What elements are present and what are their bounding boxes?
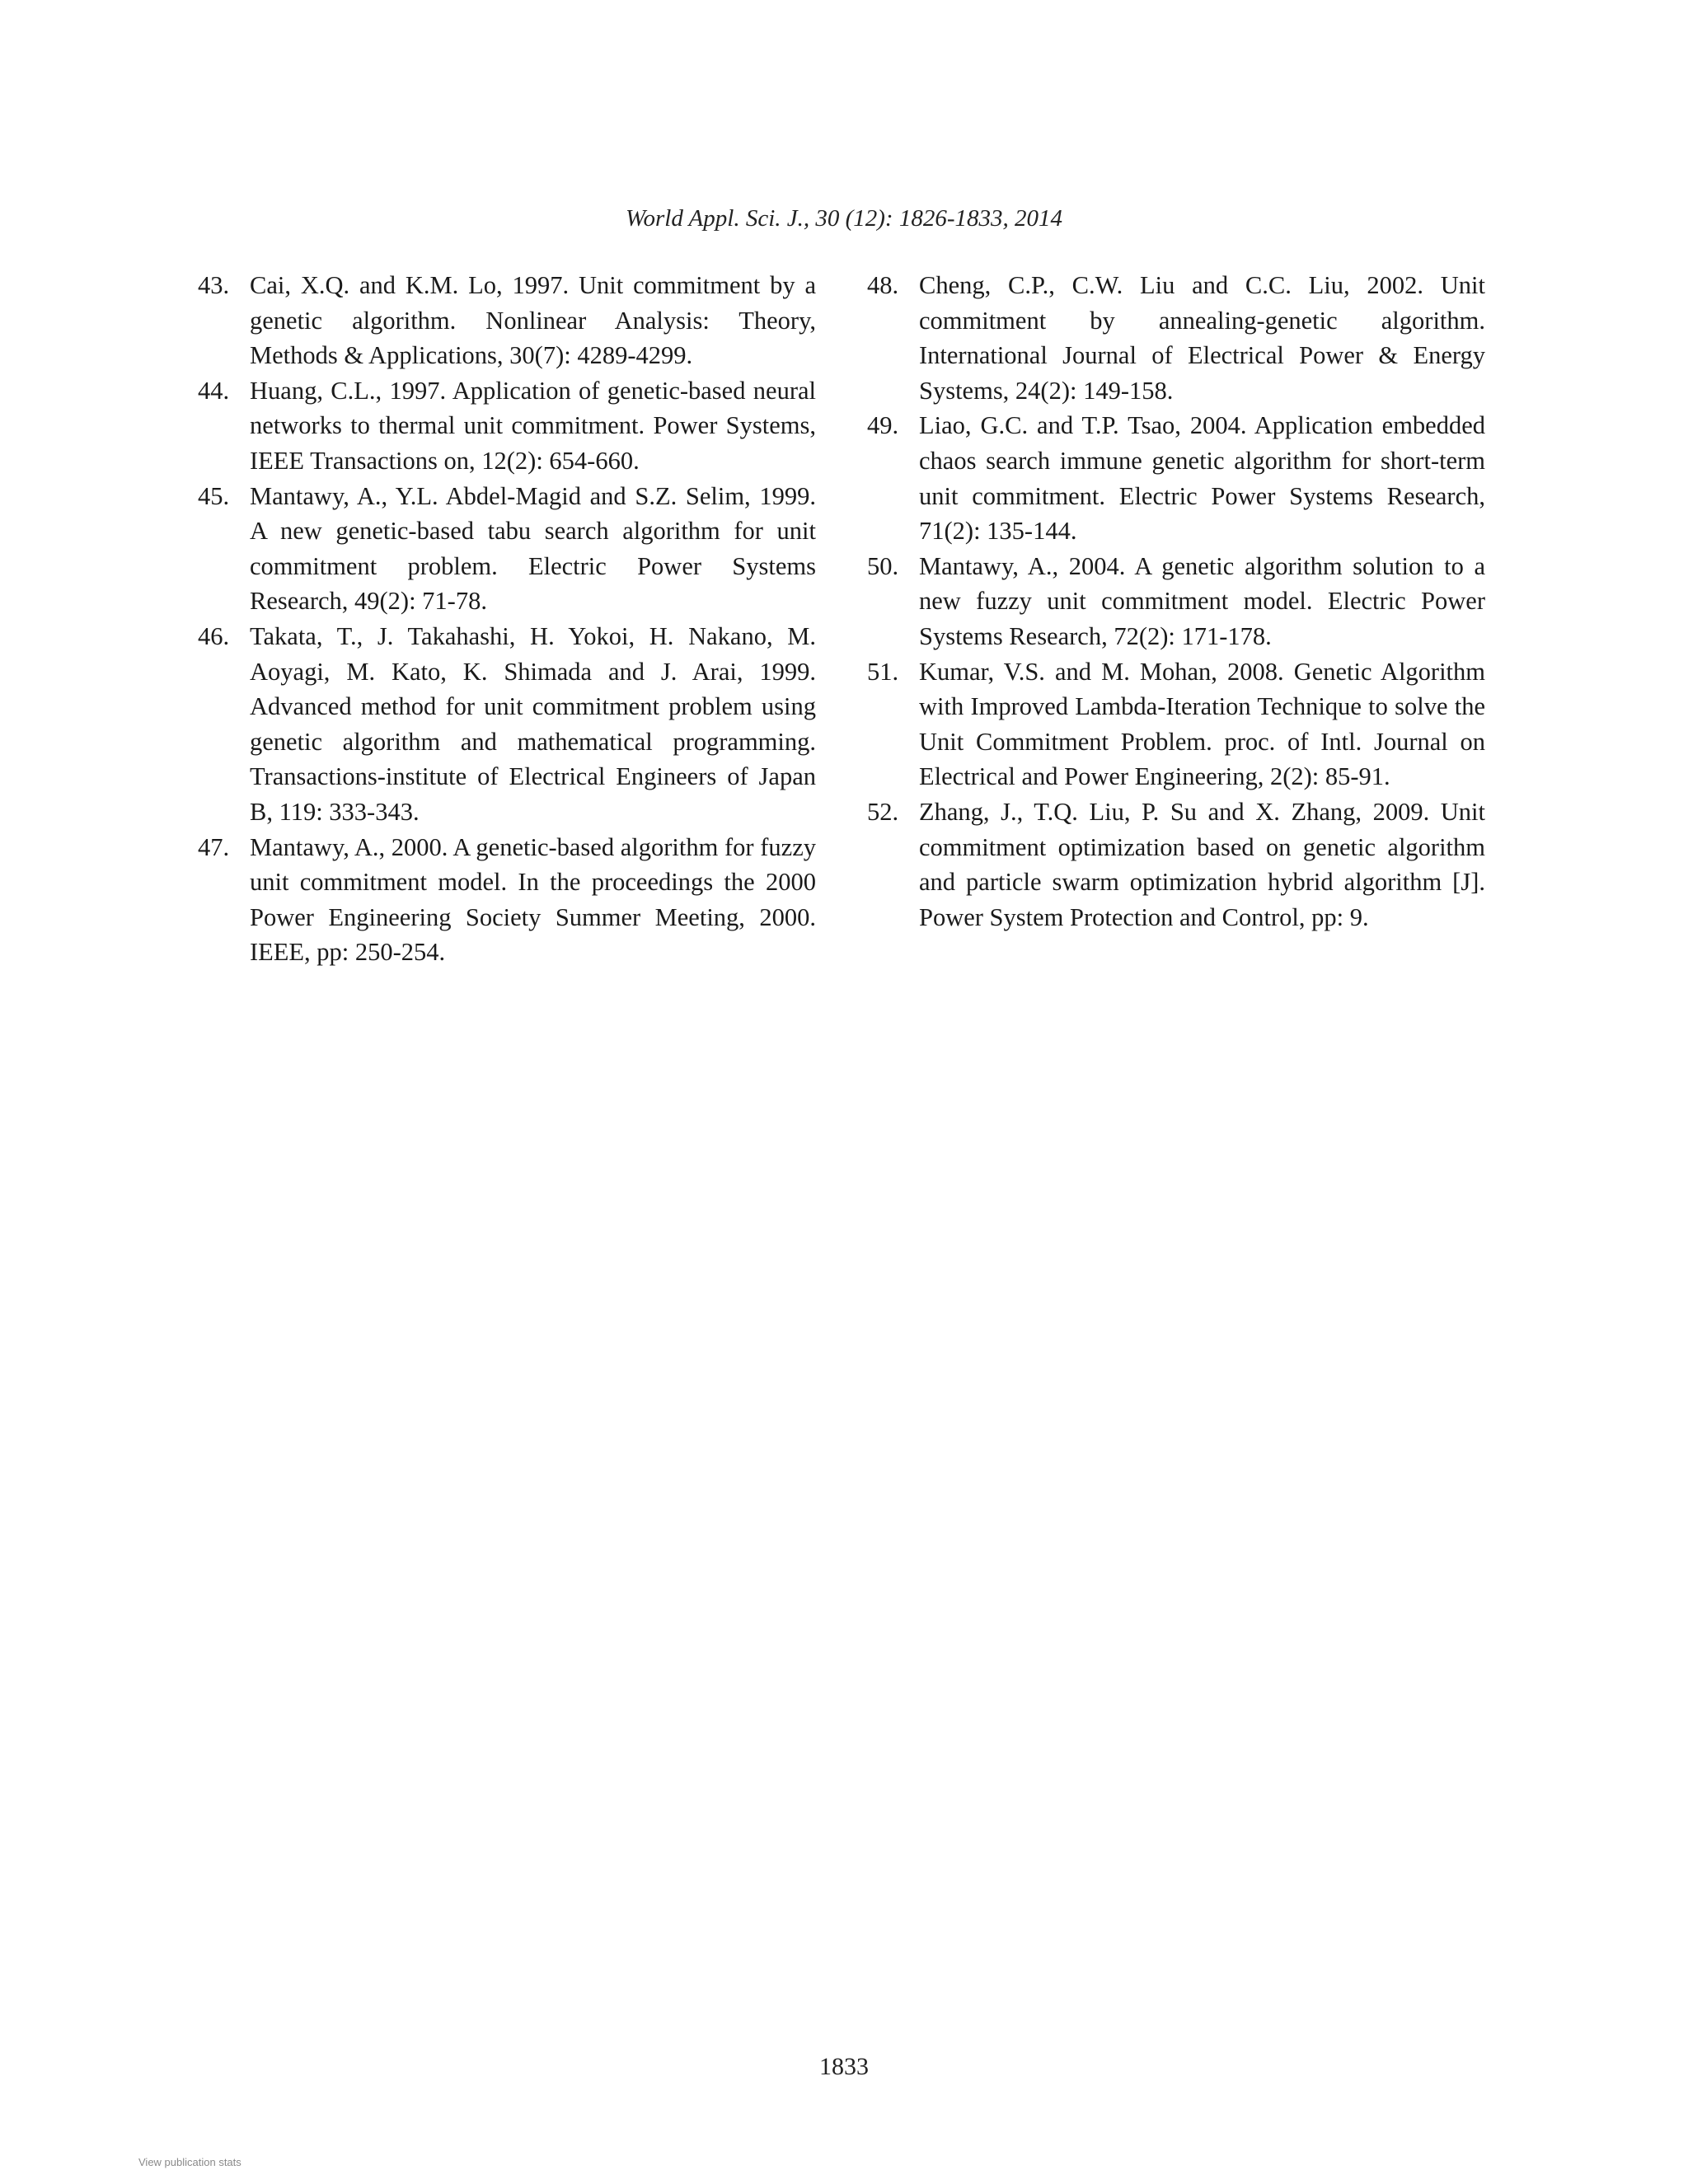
reference-number: 49. xyxy=(867,411,899,440)
reference-item xyxy=(198,479,816,619)
reference-item xyxy=(867,654,1485,794)
reference-item xyxy=(867,549,1485,654)
page-number: 1833 xyxy=(819,2053,869,2080)
reference-item xyxy=(198,268,816,373)
reference-item xyxy=(867,408,1485,548)
reference-number: 51. xyxy=(867,657,899,686)
reference-text: Kumar, V.S. and M. Mohan, 2008. Genetic Algorithm with Improved Lambda-Iteration Technique to solve the Unit Commitment Problem. proc. of Intl. Journal on Electrical and Power Engineering, 2(2): 85-91. xyxy=(919,657,1485,791)
reference-text: Liao, G.C. and T.P. Tsao, 2004. Application embedded chaos search immune genetic algorithm for short-term unit commitment. Electric Power Systems Research, 71(2): 135-144. xyxy=(919,411,1485,546)
reference-text: Zhang, J., T.Q. Liu, P. Su and X. Zhang, 2009. Unit commitment optimization based on genetic algorithm and particle swarm optimization hybrid algorithm [J]. Power System Protection and Control, pp: 9. xyxy=(919,797,1485,931)
reference-number: 47. xyxy=(198,832,230,861)
reference-text: Mantawy, A., 2004. A genetic algorithm solution to a new fuzzy unit commitment model. Electric Power Systems Research, 72(2): 171-178. xyxy=(919,551,1485,650)
reference-number: 45. xyxy=(198,481,230,510)
reference-item xyxy=(198,619,816,830)
reference-number: 48. xyxy=(867,271,899,299)
reference-text: Huang, C.L., 1997. Application of genetic-based neural networks to thermal unit commitment. Power Systems, IEEE Transactions on, 12(2): 654-660. xyxy=(250,376,816,475)
reference-text: Mantawy, A., Y.L. Abdel-Magid and S.Z. Selim, 1999. A new genetic-based tabu search algorithm for unit commitment problem. Electric Power Systems Research, 49(2): 71-78. xyxy=(250,481,816,616)
reference-text: Cheng, C.P., C.W. Liu and C.C. Liu, 2002. Unit commitment by annealing-genetic algorithm. International Journal of Electrical Power & Energy Systems, 24(2): 149-158. xyxy=(919,271,1485,405)
reference-text: Takata, T., J. Takahashi, H. Yokoi, H. Nakano, M. Aoyagi, M. Kato, K. Shimada and J. Arai, 1999. Advanced method for unit commitment problem using genetic algorithm and mathematical programming. Transactions-institute of Electrical Engineers of Japan B, 119: 333-343. xyxy=(250,621,816,826)
reference-text: Mantawy, A., 2000. A genetic-based algorithm for fuzzy unit commitment model. In the proceedings the 2000 Power Engineering Society Summer Meeting, 2000. IEEE, pp: 250-254. xyxy=(250,832,816,967)
reference-item xyxy=(867,268,1485,408)
reference-number: 52. xyxy=(867,797,899,826)
reference-item xyxy=(198,373,816,479)
view-publication-stats-link[interactable]: View publication stats xyxy=(138,2156,241,2168)
running-header: World Appl. Sci. J., 30 (12): 1826-1833, 2014 xyxy=(625,205,1062,232)
reference-number: 50. xyxy=(867,551,899,580)
reference-item xyxy=(198,830,816,970)
reference-list-left-column xyxy=(198,268,816,970)
reference-item xyxy=(867,794,1485,935)
reference-number: 46. xyxy=(198,621,230,650)
reference-text: Cai, X.Q. and K.M. Lo, 1997. Unit commitment by a genetic algorithm. Nonlinear Analysis: Theory, Methods & Applications, 30(7): 4289-4299. xyxy=(250,271,816,370)
reference-number: 43. xyxy=(198,271,230,299)
reference-list-right-column xyxy=(867,268,1485,935)
reference-number: 44. xyxy=(198,376,230,405)
